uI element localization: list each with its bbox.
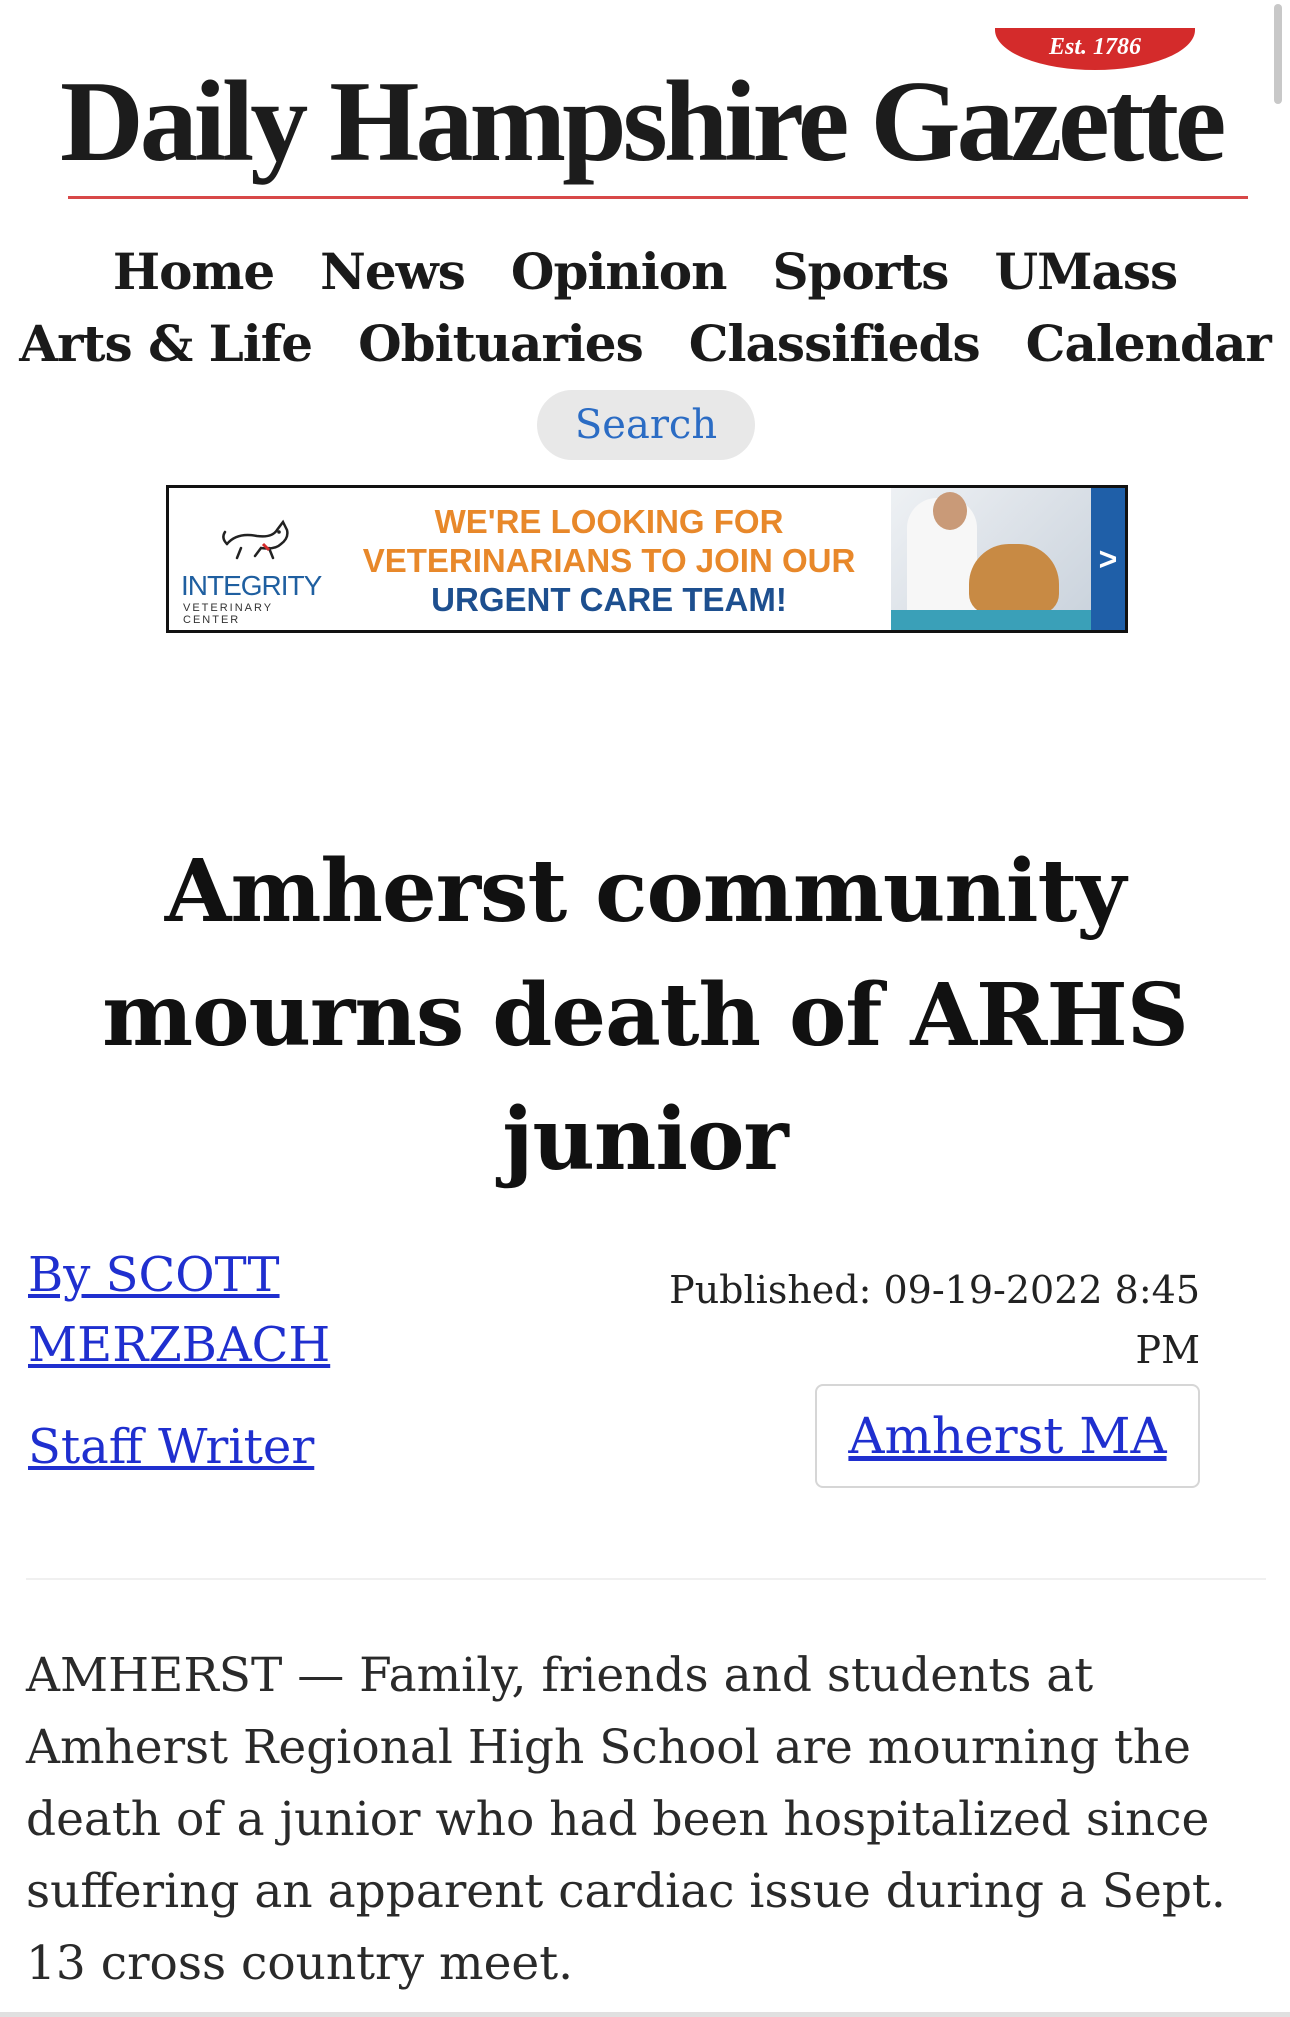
ad-photo	[891, 488, 1091, 630]
masthead	[60, 28, 1250, 208]
nav-news[interactable]: News	[320, 242, 465, 301]
nav-row-2	[0, 308, 1290, 380]
established-badge: Est. 1786	[995, 28, 1195, 70]
published-date: Published: 09-19-2022 8:45 PM	[669, 1268, 1200, 1372]
bottom-divider	[0, 2012, 1290, 2017]
nav-umass[interactable]: UMass	[994, 242, 1178, 301]
nav-home[interactable]: Home	[112, 242, 275, 301]
masthead-divider	[68, 196, 1248, 199]
search-button[interactable]: Search	[537, 390, 755, 460]
dog-figure	[969, 544, 1059, 614]
nav-opinion[interactable]: Opinion	[510, 242, 727, 301]
nav-obituaries[interactable]: Obituaries	[358, 314, 643, 373]
main-nav	[0, 236, 1290, 380]
ad-logo	[177, 508, 327, 626]
ad-line-2: VETERINARIANS TO JOIN OUR	[362, 542, 856, 579]
nav-sports[interactable]: Sports	[772, 242, 949, 301]
author-link[interactable]: By SCOTT MERZBACH	[28, 1247, 331, 1373]
byline	[28, 1240, 458, 1482]
article-headline: Amherst community mourns death of ARHS junior	[102, 841, 1188, 1190]
dog-icon	[217, 514, 297, 564]
exam-table	[891, 610, 1091, 630]
staff-writer-link[interactable]: Staff Writer	[28, 1419, 315, 1475]
ad-copy	[329, 502, 889, 619]
location-link[interactable]: Amherst MA	[848, 1407, 1167, 1465]
ad-line-1: WE'RE LOOKING FOR	[434, 503, 784, 540]
article-body: AMHERST — Family, friends and students at Amherst Regional High School are mourning the death of a junior who had been hospitalized since suffering an apparent cardiac issue during a Sept. 13 cross country meet.	[26, 1648, 1226, 1991]
ad-banner[interactable]	[166, 485, 1128, 633]
ad-brand-sub: VETERINARY CENTER	[183, 602, 273, 626]
site-logo[interactable]: Daily Hampshire Gazette	[60, 58, 1223, 186]
nav-classifieds[interactable]: Classifieds	[688, 314, 980, 373]
nav-row-1	[0, 236, 1290, 308]
vet-head	[933, 492, 967, 530]
ad-line-3: URGENT CARE TEAM!	[431, 581, 787, 618]
location-tag[interactable]	[815, 1384, 1200, 1488]
ad-arrow-icon[interactable]: >	[1091, 488, 1125, 630]
nav-arts-life[interactable]: Arts & Life	[19, 314, 313, 373]
section-divider	[26, 1578, 1266, 1580]
nav-calendar[interactable]: Calendar	[1025, 314, 1271, 373]
ad-brand: INTEGRITY	[181, 570, 322, 601]
scrollbar[interactable]	[1274, 4, 1282, 104]
